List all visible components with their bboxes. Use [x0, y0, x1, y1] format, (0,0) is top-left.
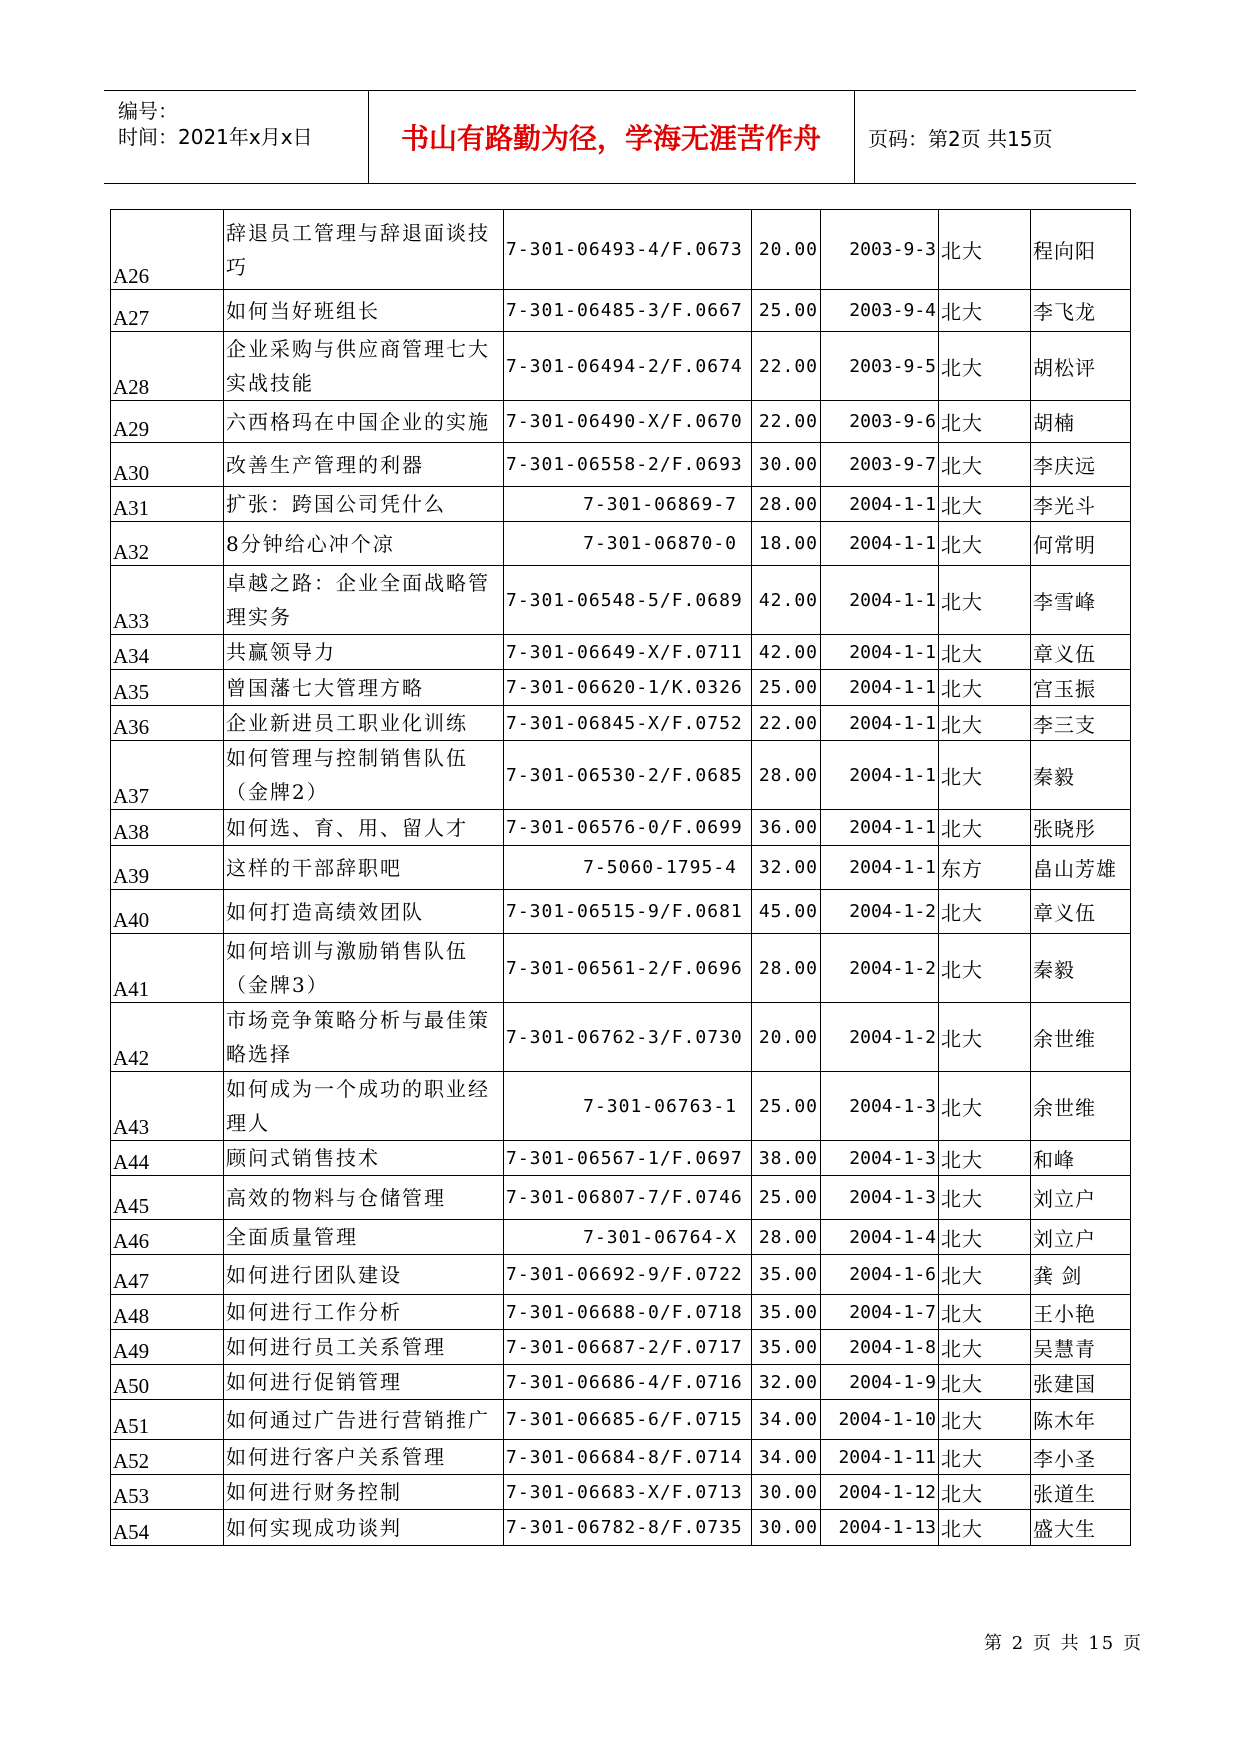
- book-id-cell: A31: [111, 487, 224, 522]
- book-isbn-cell: 7-301-06782-8/F.0735: [504, 1510, 752, 1546]
- book-price-cell: 25.00: [752, 1072, 821, 1141]
- book-author-cell: 秦毅: [1031, 934, 1131, 1003]
- book-title-cell: 顾问式销售技术: [224, 1141, 504, 1176]
- book-price-cell: 18.00: [752, 522, 821, 566]
- book-isbn-cell: 7-301-06649-X/F.0711: [504, 635, 752, 670]
- book-author-cell: 盛大生: [1031, 1510, 1131, 1546]
- book-author-cell: 龚 剑: [1031, 1255, 1131, 1295]
- book-isbn-cell: 7-301-06870-0: [504, 522, 752, 566]
- book-publisher-cell: 北大: [939, 635, 1031, 670]
- book-price-cell: 28.00: [752, 487, 821, 522]
- book-id-cell: A43: [111, 1072, 224, 1141]
- book-date-cell: 2004-1-1: [821, 706, 939, 741]
- book-publisher-cell: 北大: [939, 890, 1031, 934]
- book-date-cell: 2003-9-4: [821, 290, 939, 332]
- table-row: [111, 635, 1131, 670]
- book-author-cell: 秦毅: [1031, 741, 1131, 810]
- book-publisher-cell: 北大: [939, 1003, 1031, 1072]
- book-publisher-cell: 北大: [939, 1072, 1031, 1141]
- book-list-body: [111, 210, 1131, 1546]
- book-id-cell: A54: [111, 1510, 224, 1546]
- book-date-cell: 2004-1-10: [821, 1400, 939, 1440]
- table-row: [111, 706, 1131, 741]
- book-isbn-cell: 7-301-06490-X/F.0670: [504, 401, 752, 443]
- book-isbn-cell: 7-301-06530-2/F.0685: [504, 741, 752, 810]
- book-title-cell: 六西格玛在中国企业的实施: [224, 401, 504, 443]
- book-price-cell: 36.00: [752, 810, 821, 846]
- book-price-cell: 34.00: [752, 1400, 821, 1440]
- book-id-cell: A52: [111, 1440, 224, 1475]
- book-title-cell: 高效的物料与仓储管理: [224, 1176, 504, 1220]
- book-title-cell: 如何成为一个成功的职业经理人: [224, 1072, 504, 1141]
- book-price-cell: 35.00: [752, 1255, 821, 1295]
- table-row: [111, 566, 1131, 635]
- book-publisher-cell: 北大: [939, 1510, 1031, 1546]
- book-id-cell: A39: [111, 846, 224, 890]
- book-isbn-cell: 7-301-06485-3/F.0667: [504, 290, 752, 332]
- table-row: [111, 1365, 1131, 1400]
- book-price-cell: 38.00: [752, 1141, 821, 1176]
- book-isbn-cell: 7-301-06686-4/F.0716: [504, 1365, 752, 1400]
- book-isbn-cell: 7-301-06684-8/F.0714: [504, 1440, 752, 1475]
- page-header: [104, 90, 1136, 184]
- book-isbn-cell: 7-301-06807-7/F.0746: [504, 1176, 752, 1220]
- book-title-cell: 如何管理与控制销售队伍（金牌2）: [224, 741, 504, 810]
- book-date-cell: 2004-1-13: [821, 1510, 939, 1546]
- table-row: [111, 487, 1131, 522]
- book-publisher-cell: 北大: [939, 332, 1031, 401]
- book-date-cell: 2004-1-3: [821, 1072, 939, 1141]
- book-isbn-cell: 7-301-06561-2/F.0696: [504, 934, 752, 1003]
- book-isbn-cell: 7-301-06764-X: [504, 1220, 752, 1255]
- book-price-cell: 28.00: [752, 934, 821, 1003]
- book-author-cell: 刘立户: [1031, 1176, 1131, 1220]
- book-date-cell: 2003-9-6: [821, 401, 939, 443]
- table-row: [111, 1400, 1131, 1440]
- book-price-cell: 30.00: [752, 1475, 821, 1510]
- book-title-cell: 如何当好班组长: [224, 290, 504, 332]
- book-price-cell: 32.00: [752, 846, 821, 890]
- book-author-cell: 吴慧青: [1031, 1330, 1131, 1365]
- book-title-cell: 辞退员工管理与辞退面谈技巧: [224, 210, 504, 290]
- book-date-cell: 2004-1-1: [821, 810, 939, 846]
- book-publisher-cell: 东方: [939, 846, 1031, 890]
- book-author-cell: 胡松评: [1031, 332, 1131, 401]
- book-author-cell: 李小圣: [1031, 1440, 1131, 1475]
- book-isbn-cell: 7-301-06687-2/F.0717: [504, 1330, 752, 1365]
- table-row: [111, 1295, 1131, 1330]
- book-title-cell: 如何进行客户关系管理: [224, 1440, 504, 1475]
- book-isbn-cell: 7-301-06869-7: [504, 487, 752, 522]
- book-date-cell: 2004-1-3: [821, 1141, 939, 1176]
- book-title-cell: 如何通过广告进行营销推广: [224, 1400, 504, 1440]
- book-id-cell: A35: [111, 670, 224, 706]
- book-price-cell: 42.00: [752, 566, 821, 635]
- book-publisher-cell: 北大: [939, 1330, 1031, 1365]
- book-price-cell: 30.00: [752, 1510, 821, 1546]
- book-title-cell: 如何选、育、用、留人才: [224, 810, 504, 846]
- book-author-cell: 何常明: [1031, 522, 1131, 566]
- book-date-cell: 2004-1-7: [821, 1295, 939, 1330]
- book-price-cell: 22.00: [752, 401, 821, 443]
- book-price-cell: 42.00: [752, 635, 821, 670]
- book-id-cell: A48: [111, 1295, 224, 1330]
- book-author-cell: 余世维: [1031, 1072, 1131, 1141]
- book-id-cell: A44: [111, 1141, 224, 1176]
- book-id-cell: A47: [111, 1255, 224, 1295]
- book-date-cell: 2004-1-2: [821, 1003, 939, 1072]
- table-row: [111, 290, 1131, 332]
- book-date-cell: 2004-1-1: [821, 522, 939, 566]
- book-date-cell: 2004-1-4: [821, 1220, 939, 1255]
- book-date-cell: 2004-1-9: [821, 1365, 939, 1400]
- book-id-cell: A29: [111, 401, 224, 443]
- book-isbn-cell: 7-301-06576-0/F.0699: [504, 810, 752, 846]
- book-publisher-cell: 北大: [939, 706, 1031, 741]
- book-id-cell: A32: [111, 522, 224, 566]
- book-id-cell: A50: [111, 1365, 224, 1400]
- header-motto: 书山有路勤为径，学海无涯苦作舟: [368, 91, 855, 183]
- book-id-cell: A41: [111, 934, 224, 1003]
- book-price-cell: 35.00: [752, 1330, 821, 1365]
- table-row: [111, 522, 1131, 566]
- book-author-cell: 刘立户: [1031, 1220, 1131, 1255]
- book-author-cell: 程向阳: [1031, 210, 1131, 290]
- book-publisher-cell: 北大: [939, 1141, 1031, 1176]
- book-title-cell: 如何进行工作分析: [224, 1295, 504, 1330]
- book-date-cell: 2004-1-6: [821, 1255, 939, 1295]
- header-page-label: 页码：第2页 共15页: [868, 126, 1053, 151]
- book-isbn-cell: 7-301-06845-X/F.0752: [504, 706, 752, 741]
- book-author-cell: 余世维: [1031, 1003, 1131, 1072]
- book-date-cell: 2003-9-3: [821, 210, 939, 290]
- book-isbn-cell: 7-301-06763-1: [504, 1072, 752, 1141]
- table-row: [111, 810, 1131, 846]
- book-id-cell: A36: [111, 706, 224, 741]
- book-author-cell: 王小艳: [1031, 1295, 1131, 1330]
- book-price-cell: 32.00: [752, 1365, 821, 1400]
- book-author-cell: 李雪峰: [1031, 566, 1131, 635]
- book-list-table: [110, 209, 1131, 1546]
- document-time-label: 时间：2021年x月x日: [118, 125, 313, 149]
- book-publisher-cell: 北大: [939, 566, 1031, 635]
- book-price-cell: 30.00: [752, 443, 821, 487]
- book-date-cell: 2004-1-1: [821, 566, 939, 635]
- book-isbn-cell: 7-301-06494-2/F.0674: [504, 332, 752, 401]
- table-row: [111, 741, 1131, 810]
- table-row: [111, 1176, 1131, 1220]
- book-publisher-cell: 北大: [939, 210, 1031, 290]
- book-author-cell: 李庆远: [1031, 443, 1131, 487]
- book-publisher-cell: 北大: [939, 741, 1031, 810]
- book-price-cell: 22.00: [752, 706, 821, 741]
- book-publisher-cell: 北大: [939, 1176, 1031, 1220]
- book-title-cell: 企业新进员工职业化训练: [224, 706, 504, 741]
- book-date-cell: 2003-9-5: [821, 332, 939, 401]
- book-title-cell: 全面质量管理: [224, 1220, 504, 1255]
- book-isbn-cell: 7-301-06762-3/F.0730: [504, 1003, 752, 1072]
- book-isbn-cell: 7-301-06548-5/F.0689: [504, 566, 752, 635]
- book-date-cell: 2004-1-2: [821, 934, 939, 1003]
- book-title-cell: 改善生产管理的利器: [224, 443, 504, 487]
- table-row: [111, 890, 1131, 934]
- table-row: [111, 1072, 1131, 1141]
- book-author-cell: 张道生: [1031, 1475, 1131, 1510]
- book-date-cell: 2004-1-12: [821, 1475, 939, 1510]
- book-title-cell: 这样的干部辞职吧: [224, 846, 504, 890]
- book-title-cell: 卓越之路：企业全面战略管理实务: [224, 566, 504, 635]
- book-date-cell: 2004-1-1: [821, 846, 939, 890]
- book-price-cell: 22.00: [752, 332, 821, 401]
- book-date-cell: 2004-1-11: [821, 1440, 939, 1475]
- book-publisher-cell: 北大: [939, 670, 1031, 706]
- book-title-cell: 曾国藩七大管理方略: [224, 670, 504, 706]
- book-title-cell: 如何实现成功谈判: [224, 1510, 504, 1546]
- table-row: [111, 1255, 1131, 1295]
- table-row: [111, 443, 1131, 487]
- table-row: [111, 1141, 1131, 1176]
- book-author-cell: 章义伍: [1031, 890, 1131, 934]
- book-price-cell: 25.00: [752, 670, 821, 706]
- book-id-cell: A26: [111, 210, 224, 290]
- book-date-cell: 2004-1-1: [821, 670, 939, 706]
- book-title-cell: 共赢领导力: [224, 635, 504, 670]
- table-row: [111, 934, 1131, 1003]
- book-price-cell: 28.00: [752, 1220, 821, 1255]
- table-row: [111, 1440, 1131, 1475]
- book-publisher-cell: 北大: [939, 487, 1031, 522]
- book-title-cell: 如何培训与激励销售队伍（金牌3）: [224, 934, 504, 1003]
- book-price-cell: 45.00: [752, 890, 821, 934]
- book-date-cell: 2004-1-1: [821, 487, 939, 522]
- book-publisher-cell: 北大: [939, 1400, 1031, 1440]
- book-date-cell: 2003-9-7: [821, 443, 939, 487]
- book-author-cell: 李三支: [1031, 706, 1131, 741]
- book-publisher-cell: 北大: [939, 1365, 1031, 1400]
- book-isbn-cell: 7-301-06493-4/F.0673: [504, 210, 752, 290]
- book-price-cell: 25.00: [752, 290, 821, 332]
- book-title-cell: 8分钟给心冲个凉: [224, 522, 504, 566]
- book-id-cell: A42: [111, 1003, 224, 1072]
- book-id-cell: A49: [111, 1330, 224, 1365]
- book-isbn-cell: 7-301-06620-1/K.0326: [504, 670, 752, 706]
- book-price-cell: 28.00: [752, 741, 821, 810]
- book-date-cell: 2004-1-8: [821, 1330, 939, 1365]
- book-author-cell: 张建国: [1031, 1365, 1131, 1400]
- book-author-cell: 李飞龙: [1031, 290, 1131, 332]
- book-publisher-cell: 北大: [939, 1295, 1031, 1330]
- book-author-cell: 章义伍: [1031, 635, 1131, 670]
- book-publisher-cell: 北大: [939, 934, 1031, 1003]
- book-title-cell: 如何进行员工关系管理: [224, 1330, 504, 1365]
- book-title-cell: 市场竞争策略分析与最佳策略选择: [224, 1003, 504, 1072]
- book-isbn-cell: 7-301-06515-9/F.0681: [504, 890, 752, 934]
- book-id-cell: A33: [111, 566, 224, 635]
- table-row: [111, 670, 1131, 706]
- book-id-cell: A30: [111, 443, 224, 487]
- book-isbn-cell: 7-301-06692-9/F.0722: [504, 1255, 752, 1295]
- book-author-cell: 张晓彤: [1031, 810, 1131, 846]
- book-price-cell: 35.00: [752, 1295, 821, 1330]
- book-id-cell: A27: [111, 290, 224, 332]
- book-title-cell: 如何进行团队建设: [224, 1255, 504, 1295]
- book-isbn-cell: 7-301-06567-1/F.0697: [504, 1141, 752, 1176]
- book-isbn-cell: 7-301-06685-6/F.0715: [504, 1400, 752, 1440]
- book-id-cell: A38: [111, 810, 224, 846]
- book-date-cell: 2004-1-1: [821, 635, 939, 670]
- book-title-cell: 如何进行促销管理: [224, 1365, 504, 1400]
- book-publisher-cell: 北大: [939, 522, 1031, 566]
- book-author-cell: 畠山芳雄: [1031, 846, 1131, 890]
- book-id-cell: A34: [111, 635, 224, 670]
- book-author-cell: 陈木年: [1031, 1400, 1131, 1440]
- table-row: [111, 210, 1131, 290]
- table-row: [111, 1220, 1131, 1255]
- book-title-cell: 如何打造高绩效团队: [224, 890, 504, 934]
- page-footer: 第 2 页 共 15 页: [984, 1633, 1143, 1654]
- book-author-cell: 和峰: [1031, 1141, 1131, 1176]
- header-info-cell: [104, 91, 369, 183]
- table-row: [111, 1510, 1131, 1546]
- table-row: [111, 846, 1131, 890]
- book-publisher-cell: 北大: [939, 401, 1031, 443]
- book-id-cell: A45: [111, 1176, 224, 1220]
- document-number-label: 编号：: [118, 99, 178, 123]
- table-row: [111, 1475, 1131, 1510]
- book-author-cell: 李光斗: [1031, 487, 1131, 522]
- book-price-cell: 20.00: [752, 1003, 821, 1072]
- book-publisher-cell: 北大: [939, 1255, 1031, 1295]
- book-date-cell: 2004-1-2: [821, 890, 939, 934]
- book-publisher-cell: 北大: [939, 443, 1031, 487]
- book-publisher-cell: 北大: [939, 290, 1031, 332]
- book-date-cell: 2004-1-3: [821, 1176, 939, 1220]
- table-row: [111, 401, 1131, 443]
- book-title-cell: 如何进行财务控制: [224, 1475, 504, 1510]
- book-id-cell: A28: [111, 332, 224, 401]
- book-publisher-cell: 北大: [939, 1220, 1031, 1255]
- book-author-cell: 宫玉振: [1031, 670, 1131, 706]
- table-row: [111, 1330, 1131, 1365]
- book-id-cell: A51: [111, 1400, 224, 1440]
- book-isbn-cell: 7-5060-1795-4: [504, 846, 752, 890]
- table-row: [111, 332, 1131, 401]
- book-publisher-cell: 北大: [939, 1440, 1031, 1475]
- book-author-cell: 胡楠: [1031, 401, 1131, 443]
- book-title-cell: 企业采购与供应商管理七大实战技能: [224, 332, 504, 401]
- book-price-cell: 20.00: [752, 210, 821, 290]
- book-id-cell: A40: [111, 890, 224, 934]
- book-id-cell: A37: [111, 741, 224, 810]
- book-isbn-cell: 7-301-06688-0/F.0718: [504, 1295, 752, 1330]
- book-id-cell: A46: [111, 1220, 224, 1255]
- book-price-cell: 34.00: [752, 1440, 821, 1475]
- book-price-cell: 25.00: [752, 1176, 821, 1220]
- book-isbn-cell: 7-301-06558-2/F.0693: [504, 443, 752, 487]
- book-publisher-cell: 北大: [939, 810, 1031, 846]
- book-title-cell: 扩张：跨国公司凭什么: [224, 487, 504, 522]
- book-date-cell: 2004-1-1: [821, 741, 939, 810]
- book-id-cell: A53: [111, 1475, 224, 1510]
- table-row: [111, 1003, 1131, 1072]
- book-publisher-cell: 北大: [939, 1475, 1031, 1510]
- book-isbn-cell: 7-301-06683-X/F.0713: [504, 1475, 752, 1510]
